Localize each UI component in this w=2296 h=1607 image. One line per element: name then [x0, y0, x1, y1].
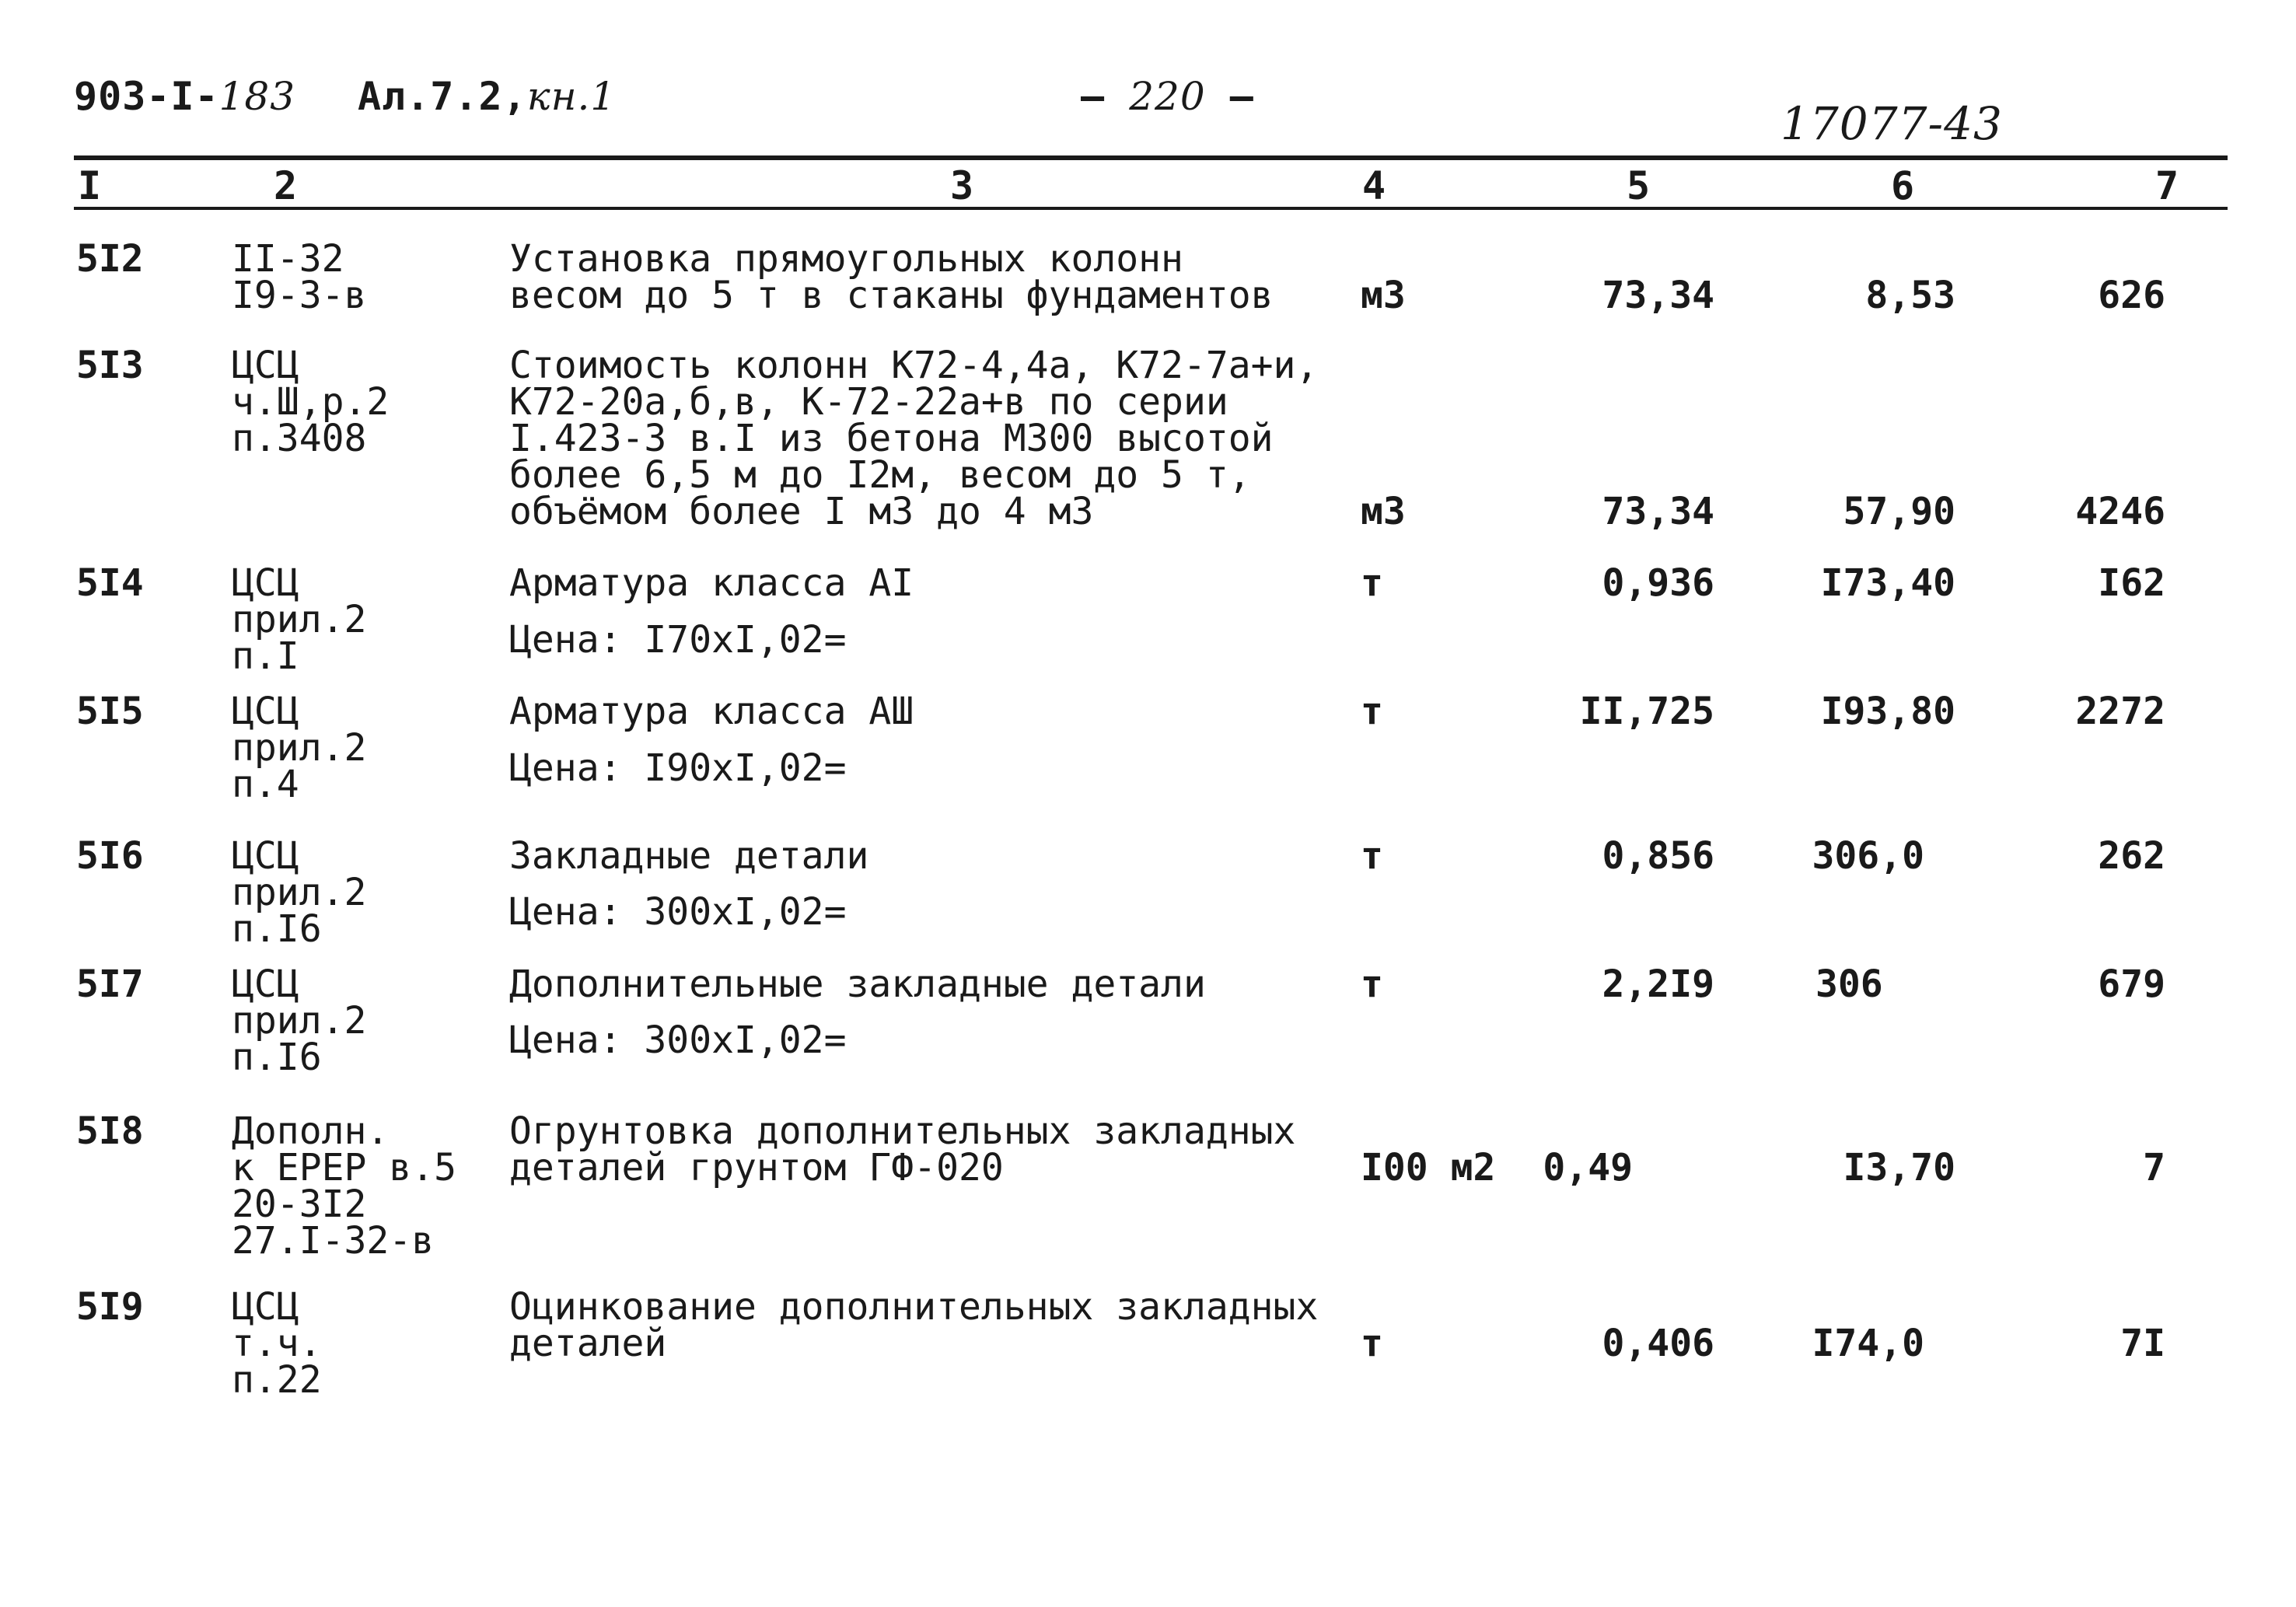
- row-description: Установка прямоугольных колонн весом до 5 т в стаканы фундаментов: [509, 237, 1274, 317]
- row-number: 5I9: [76, 1285, 144, 1329]
- column-header-4: 4: [1362, 163, 1386, 208]
- album-reference: [358, 74, 616, 119]
- row-quantity: 0,856: [1602, 834, 1714, 878]
- column-header-7: 7: [2155, 163, 2179, 208]
- row-unit-cost: 306,0: [1812, 834, 1924, 878]
- row-quantity: II,725: [1579, 690, 1714, 733]
- row-description: Стоимость колонн К72-4,4а, К72-7а+и, К72-20а,б,в, К-72-22а+в по серии I.423-3 в.I из бетона М300 высотой более 6,5 м до I2м, весом до 5 т, объёмом более I м3 до 4 м3: [509, 344, 1319, 533]
- top-rule: [74, 155, 2228, 160]
- row-total: 7I: [2120, 1322, 2165, 1365]
- row-unit-cost: I3,70: [1843, 1146, 1955, 1190]
- row-unit-cost: I93,80: [1820, 690, 1955, 733]
- row-unit-cost: 57,90: [1843, 490, 1955, 533]
- row-description: Арматура класса АI: [509, 561, 914, 605]
- row-number: 5I5: [76, 690, 144, 733]
- page-number: – 220 –: [1081, 74, 1254, 119]
- row-unit: т: [1361, 690, 1383, 733]
- row-reference: Дополн. к ЕРЕР в.5 20-3I2 27.I-32-в: [232, 1109, 456, 1263]
- row-total: 679: [2098, 962, 2165, 1006]
- column-header-1: I: [78, 163, 102, 208]
- row-price-note: Цена: I90хI,02=: [509, 746, 847, 790]
- row-unit: т: [1361, 561, 1383, 605]
- row-number: 5I3: [76, 344, 144, 387]
- row-quantity: 0,936: [1602, 561, 1714, 605]
- album-handwritten: кн.1: [526, 74, 617, 119]
- row-reference: ЦСЦ прил.2 п.I6: [232, 834, 367, 951]
- row-number: 5I2: [76, 237, 144, 281]
- row-number: 5I7: [76, 962, 144, 1006]
- row-unit: т: [1361, 962, 1383, 1006]
- row-unit: м3: [1361, 274, 1406, 317]
- row-total: 4246: [2075, 490, 2165, 533]
- row-number: 5I6: [76, 834, 144, 878]
- row-reference: ЦСЦ прил.2 п.4: [232, 690, 367, 806]
- row-description: Огрунтовка дополнительных закладных деталей грунтом ГФ-020: [509, 1109, 1296, 1190]
- row-unit-cost: I74,0: [1812, 1322, 1924, 1365]
- document-code: [74, 74, 295, 119]
- row-reference: II-32 I9-3-в: [232, 237, 367, 317]
- row-unit: м3: [1361, 490, 1406, 533]
- row-quantity: 0,49: [1543, 1146, 1633, 1190]
- row-quantity: 73,34: [1602, 490, 1714, 533]
- row-total: 626: [2098, 274, 2165, 317]
- row-reference: ЦСЦ прил.2 п.I6: [232, 962, 367, 1079]
- row-description: Арматура класса АШ: [509, 690, 914, 733]
- row-description: Закладные детали: [509, 834, 869, 878]
- row-reference: ЦСЦ т.ч. п.22: [232, 1285, 322, 1402]
- column-header-6: 6: [1891, 163, 1915, 208]
- row-reference: ЦСЦ прил.2 п.I: [232, 561, 367, 678]
- column-header-5: 5: [1627, 163, 1651, 208]
- inventory-stamp: 17077-43: [1781, 97, 2003, 150]
- row-total: 7: [2143, 1146, 2165, 1190]
- row-unit-cost: 8,53: [1865, 274, 1955, 317]
- row-total: I62: [2098, 561, 2165, 605]
- document-code-handwritten: 183: [218, 74, 296, 119]
- row-unit: т: [1361, 834, 1383, 878]
- row-quantity: 2,2I9: [1602, 962, 1714, 1006]
- row-number: 5I4: [76, 561, 144, 605]
- row-price-note: Цена: 300хI,02=: [509, 1018, 847, 1062]
- row-total: 262: [2098, 834, 2165, 878]
- row-unit: I00 м2: [1361, 1146, 1496, 1190]
- row-description: Оцинкование дополнительных закладных деталей: [509, 1285, 1319, 1365]
- row-price-note: Цена: I70хI,02=: [509, 618, 847, 662]
- row-quantity: 73,34: [1602, 274, 1714, 317]
- row-unit-cost: 306: [1815, 962, 1883, 1006]
- album-printed: Ал.7.2,: [358, 74, 527, 119]
- column-header-3: 3: [950, 163, 974, 208]
- row-total: 2272: [2075, 690, 2165, 733]
- row-unit-cost: I73,40: [1820, 561, 1955, 605]
- column-header-2: 2: [274, 163, 298, 208]
- row-quantity: 0,406: [1602, 1322, 1714, 1365]
- row-description: Дополнительные закладные детали: [509, 962, 1206, 1006]
- row-reference: ЦСЦ ч.Ш,р.2 п.3408: [232, 344, 390, 460]
- row-price-note: Цена: 300хI,02=: [509, 890, 847, 934]
- row-unit: т: [1361, 1322, 1383, 1365]
- row-number: 5I8: [76, 1109, 144, 1153]
- document-code-printed: 903-I-: [74, 74, 219, 119]
